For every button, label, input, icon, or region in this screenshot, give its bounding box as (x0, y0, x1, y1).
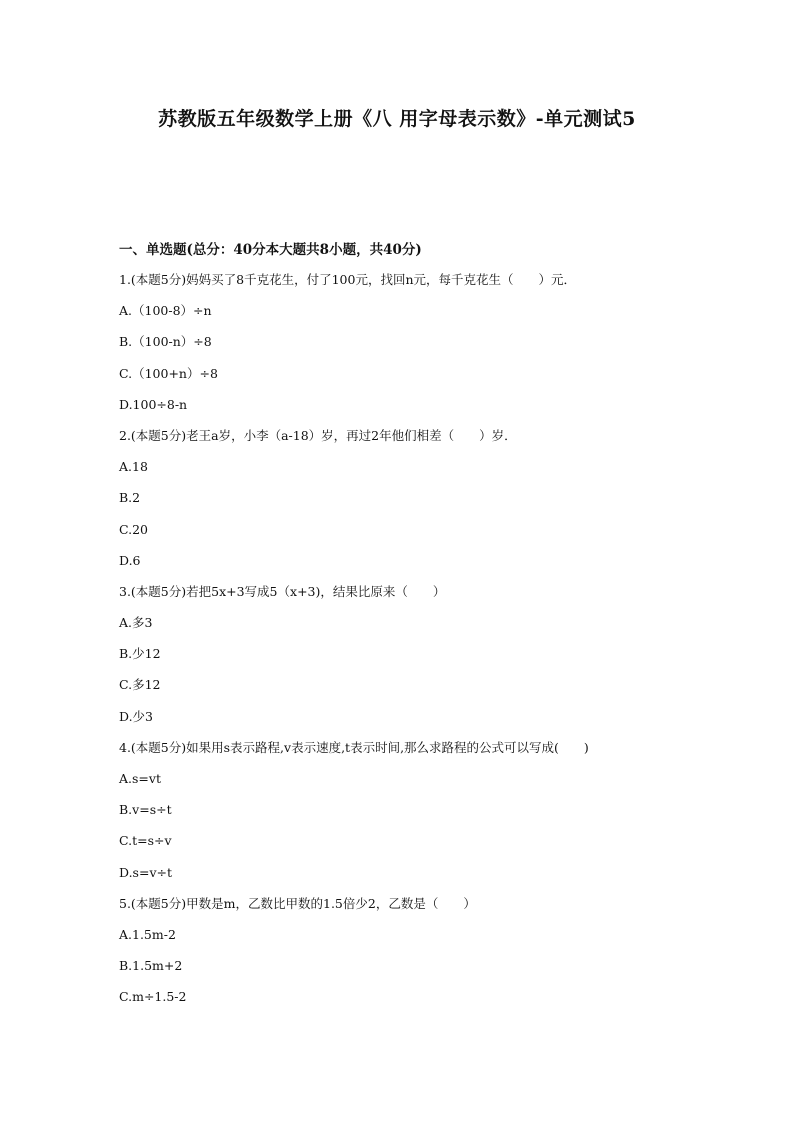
question-stem: 2.(本题5分)老王a岁，小李（a-18）岁，再过2年他们相差（ ）岁． (119, 427, 517, 443)
option-c: C.（100+n）÷8 (119, 365, 218, 381)
question-stem: 3.(本题5分)若把5x+3写成5（x+3)，结果比原来（ ） (119, 583, 446, 599)
option-b: B.少12 (119, 646, 161, 662)
question-stem: 1.(本题5分)妈妈买了8千克花生，付了100元，找回n元，每千克花生（ ）元． (119, 272, 576, 287)
option-c: C.多12 (119, 677, 161, 693)
question-stem: 5.(本题5分)甲数是m，乙数比甲数的1.5倍少2，乙数是（ ） (119, 895, 476, 911)
option-a: A.（100-8）÷n (119, 303, 212, 319)
option-b: B.1.5m+2 (119, 958, 183, 974)
document-title: 苏教版五年级数学上册《八 用字母表示数》-单元测试5 (158, 108, 636, 130)
option-c: C.m÷1.5-2 (119, 989, 187, 1005)
option-b: B.（100-n）÷8 (119, 334, 212, 350)
option-b: B.v=s÷t (119, 802, 172, 818)
option-d: D.少3 (119, 708, 154, 724)
section-heading: 一、单选题(总分：40分本大题共8小题，共40分) (119, 242, 422, 258)
option-c: C.t=s÷v (119, 833, 172, 849)
option-c: C.20 (119, 521, 148, 537)
option-d: D.s=v÷t (119, 864, 172, 880)
option-d: D.6 (119, 552, 141, 568)
question-list (119, 270, 719, 1019)
option-d: D.100÷8-n (119, 396, 188, 412)
option-a: A.s=vt (119, 771, 161, 786)
option-a: A.1.5m-2 (119, 926, 176, 942)
option-a: A.18 (119, 459, 148, 475)
question-stem: 4.(本题5分)如果用s表示路程,v表示速度,t表示时间,那么求路程的公式可以写成( ) (119, 739, 589, 755)
option-a: A.多3 (119, 615, 153, 631)
option-b: B.2 (119, 490, 141, 506)
